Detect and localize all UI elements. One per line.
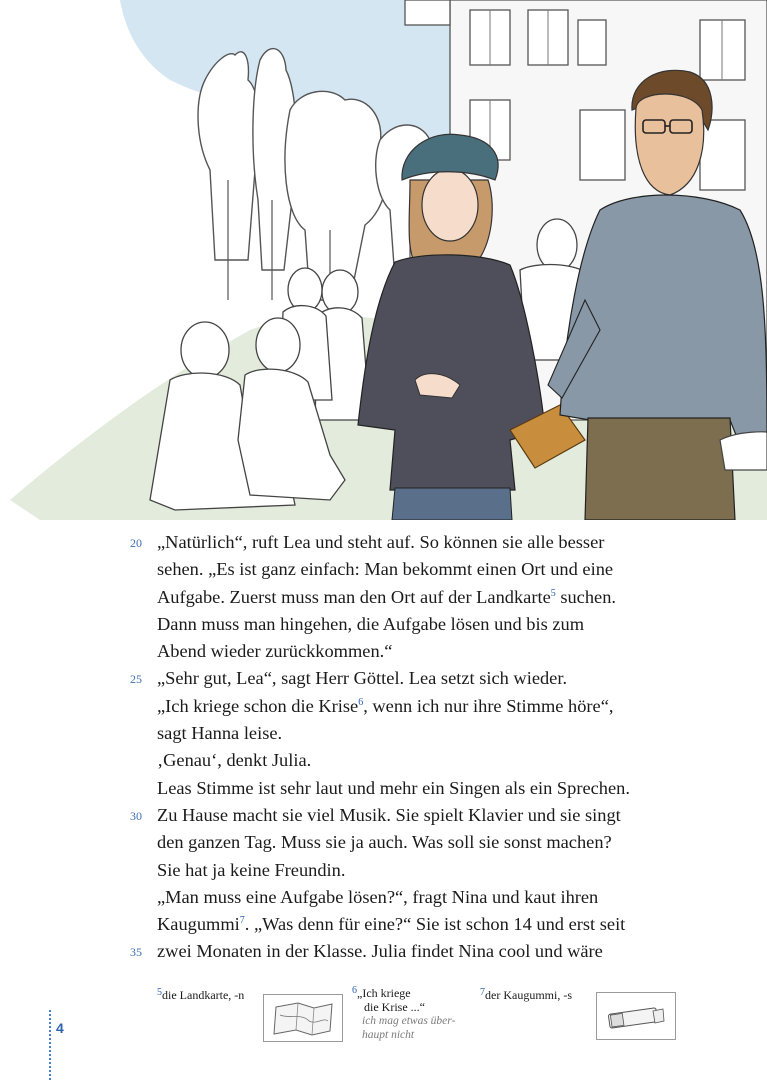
line-text [157, 775, 630, 802]
story-illustration [0, 0, 767, 520]
line-text [157, 665, 567, 692]
text-line [130, 693, 730, 720]
line-text [157, 829, 612, 856]
text-segment: sagt Hanna leise. [157, 723, 283, 744]
line-text [157, 720, 282, 747]
text-line [130, 857, 730, 884]
text-line [130, 747, 730, 774]
text-segment: „Man muss eine Aufgabe lösen?“, fragt Nina und kaut ihren [157, 886, 599, 907]
footnote-7-image-box [596, 992, 676, 1040]
page-number: 4 [56, 1020, 64, 1036]
line-text [157, 693, 613, 720]
line-text [157, 884, 598, 911]
sneaker [720, 432, 767, 470]
footnote-6-term-continued: die Krise ...“ [364, 1000, 425, 1014]
text-line [130, 638, 730, 665]
lea-jeans [392, 488, 512, 520]
text-segment: sehen. „Es ist ganz einfach: Man bekommt einen Ort und eine [157, 559, 614, 580]
text-segment: , wenn ich nur ihre Stimme höre“, [363, 695, 614, 716]
line-text [157, 911, 625, 938]
footnote-6-gloss-continued: haupt nicht [362, 1029, 415, 1041]
line-number: 25 [130, 672, 142, 687]
text-segment: zwei Monaten in der Klasse. Julia findet Nina cool und wäre [157, 941, 603, 962]
text-segment: Leas Stimme ist sehr laut und mehr ein Singen als ein Sprechen. [157, 777, 630, 798]
footnote-marker: 7 [239, 915, 245, 927]
text-line [130, 529, 730, 556]
page-margin-rule [49, 1010, 51, 1080]
text-line [130, 884, 730, 911]
text-segment: den ganzen Tag. Muss sie ja auch. Was soll sie sonst machen? [157, 832, 612, 853]
text-segment: suchen. [555, 586, 616, 607]
text-segment: „Natürlich“, ruft Lea und steht auf. So können sie alle besser [157, 532, 605, 552]
text-segment: . „Was denn für eine?“ Sie ist schon 14 und erst seit [244, 914, 626, 935]
text-segment: Aufgabe. Zuerst muss man den Ort auf der Landkarte [157, 586, 551, 607]
text-line [130, 911, 730, 938]
footnote-marker: 6 [358, 696, 364, 708]
footnote-5-image-box [263, 994, 343, 1042]
footnote-marker: 5 [550, 587, 556, 599]
footnote-5-term: $^5$die Landkarte, -n [157, 987, 245, 1002]
text-line [130, 720, 730, 747]
line-number: 20 [130, 536, 142, 550]
text-line [130, 829, 730, 856]
text-segment: „Ich kriege schon die Krise [157, 695, 359, 716]
line-text [157, 747, 311, 774]
line-text [157, 857, 345, 884]
text-line [130, 584, 730, 611]
line-text [157, 638, 392, 665]
text-segment: Sie hat ja keine Freundin. [157, 859, 346, 880]
footnote-7-term: $^7$der Kaugummi, -s [480, 987, 572, 1002]
chewing-gum-icon [597, 993, 675, 1039]
lea-face [422, 169, 478, 241]
footnote-6-term: $^6$„Ich kriege [352, 985, 411, 1000]
teacher-trousers [585, 418, 735, 520]
line-text [157, 584, 616, 611]
text-line [130, 802, 730, 829]
text-segment: Kaugummi [157, 914, 240, 935]
line-text [157, 529, 604, 556]
line-number: 30 [130, 808, 142, 823]
text-line [130, 611, 730, 638]
text-line [130, 938, 730, 965]
text-segment: ‚Genau‘, denkt Julia. [157, 750, 312, 771]
line-text [157, 802, 621, 829]
text-segment: Abend wieder zurückkommen.“ [157, 641, 393, 662]
line-text [157, 938, 603, 965]
text-segment: Zu Hause macht sie viel Musik. Sie spielt Klavier und sie singt [157, 804, 621, 825]
text-segment: „Sehr gut, Lea“, sagt Herr Göttel. Lea setzt sich wieder. [157, 668, 568, 689]
text-line [130, 775, 730, 802]
footnotes [0, 984, 767, 1044]
line-number: 35 [130, 945, 142, 960]
line-text [157, 556, 613, 583]
text-segment: Dann muss man hingehen, die Aufgabe lösen und bis zum [157, 613, 584, 634]
footnote-6-gloss: ich mag etwas über- [362, 1015, 456, 1027]
text-line [130, 665, 730, 692]
map-icon [264, 995, 342, 1041]
story-text [130, 529, 730, 966]
text-line [130, 556, 730, 583]
line-text [157, 611, 584, 638]
